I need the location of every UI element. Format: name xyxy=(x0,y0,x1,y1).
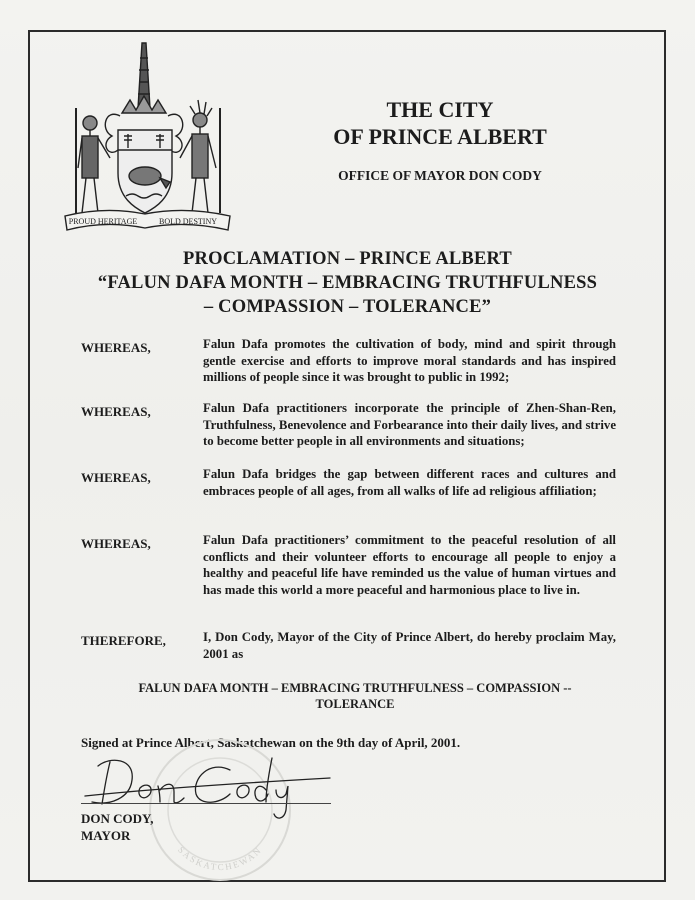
clause-label: WHEREAS, xyxy=(81,536,151,551)
month-declaration xyxy=(100,680,610,712)
seal-text: SASKATCHEWAN xyxy=(176,844,264,873)
clause-label: WHEREAS, xyxy=(81,470,151,485)
clause-text: Falun Dafa bridges the gap between different races and cultures and embraces people of all ages, from all walks of life ad religious affiliation; xyxy=(203,467,616,498)
signatory-title: MAYOR xyxy=(81,828,131,843)
clause-text: Falun Dafa practitioners’ commitment to the peaceful resolution of all conflicts and their volunteer efforts to encourage all people to enjoy a healthy and peaceful life have reminded us the value of human virtues and has made this world a more peaceful and harmonious place to live in. xyxy=(203,533,616,597)
proclamation-title-line1: PROCLAMATION – PRINCE ALBERT xyxy=(183,249,512,269)
proclamation-title-line3: – COMPASSION – TOLERANCE” xyxy=(203,297,492,317)
therefore-label: THEREFORE, xyxy=(81,633,166,648)
signature-line xyxy=(81,803,331,804)
city-crest-logo xyxy=(60,38,235,238)
therefore-text: I, Don Cody, Mayor of the City of Prince Albert, do hereby proclaim May, 2001 as xyxy=(203,630,616,661)
city-title-line1: THE CITY xyxy=(386,97,494,122)
svg-text:SASKATCHEWAN xyxy=(176,845,264,872)
signatory-block xyxy=(81,810,153,844)
clause-label: WHEREAS, xyxy=(81,404,151,419)
office-of-mayor: OFFICE OF MAYOR DON CODY xyxy=(338,168,542,183)
month-declaration-line2: TOLERANCE xyxy=(315,697,395,711)
proclamation-title-line2: “FALUN DAFA MONTH – EMBRACING TRUTHFULNESS xyxy=(97,273,598,293)
signatory-name: DON CODY, xyxy=(81,811,154,826)
month-declaration-line1: FALUN DAFA MONTH – EMBRACING TRUTHFULNESS – COMPASSION -- xyxy=(138,681,572,695)
crest-motto-left: PROUD HERITAGE xyxy=(68,217,138,226)
clause-label: WHEREAS, xyxy=(81,340,151,355)
clause-text: Falun Dafa promotes the cultivation of body, mind and spirit through gentle exercise and efforts to improve moral standards and has inspired millions of people since it was brought to public in 1992; xyxy=(203,337,616,384)
city-title-line2: OF PRINCE ALBERT xyxy=(333,124,547,149)
crest-motto-right: BOLD DESTINY xyxy=(159,217,217,226)
clause-text: Falun Dafa practitioners incorporate the principle of Zhen-Shan-Ren, Truthfulness, Benevolence and Forbearance into their daily lives, and strive to become better people in all environments and situations; xyxy=(203,401,616,448)
signed-statement: Signed at Prince Albert, Saskatchewan on the 9th day of April, 2001. xyxy=(81,735,461,750)
